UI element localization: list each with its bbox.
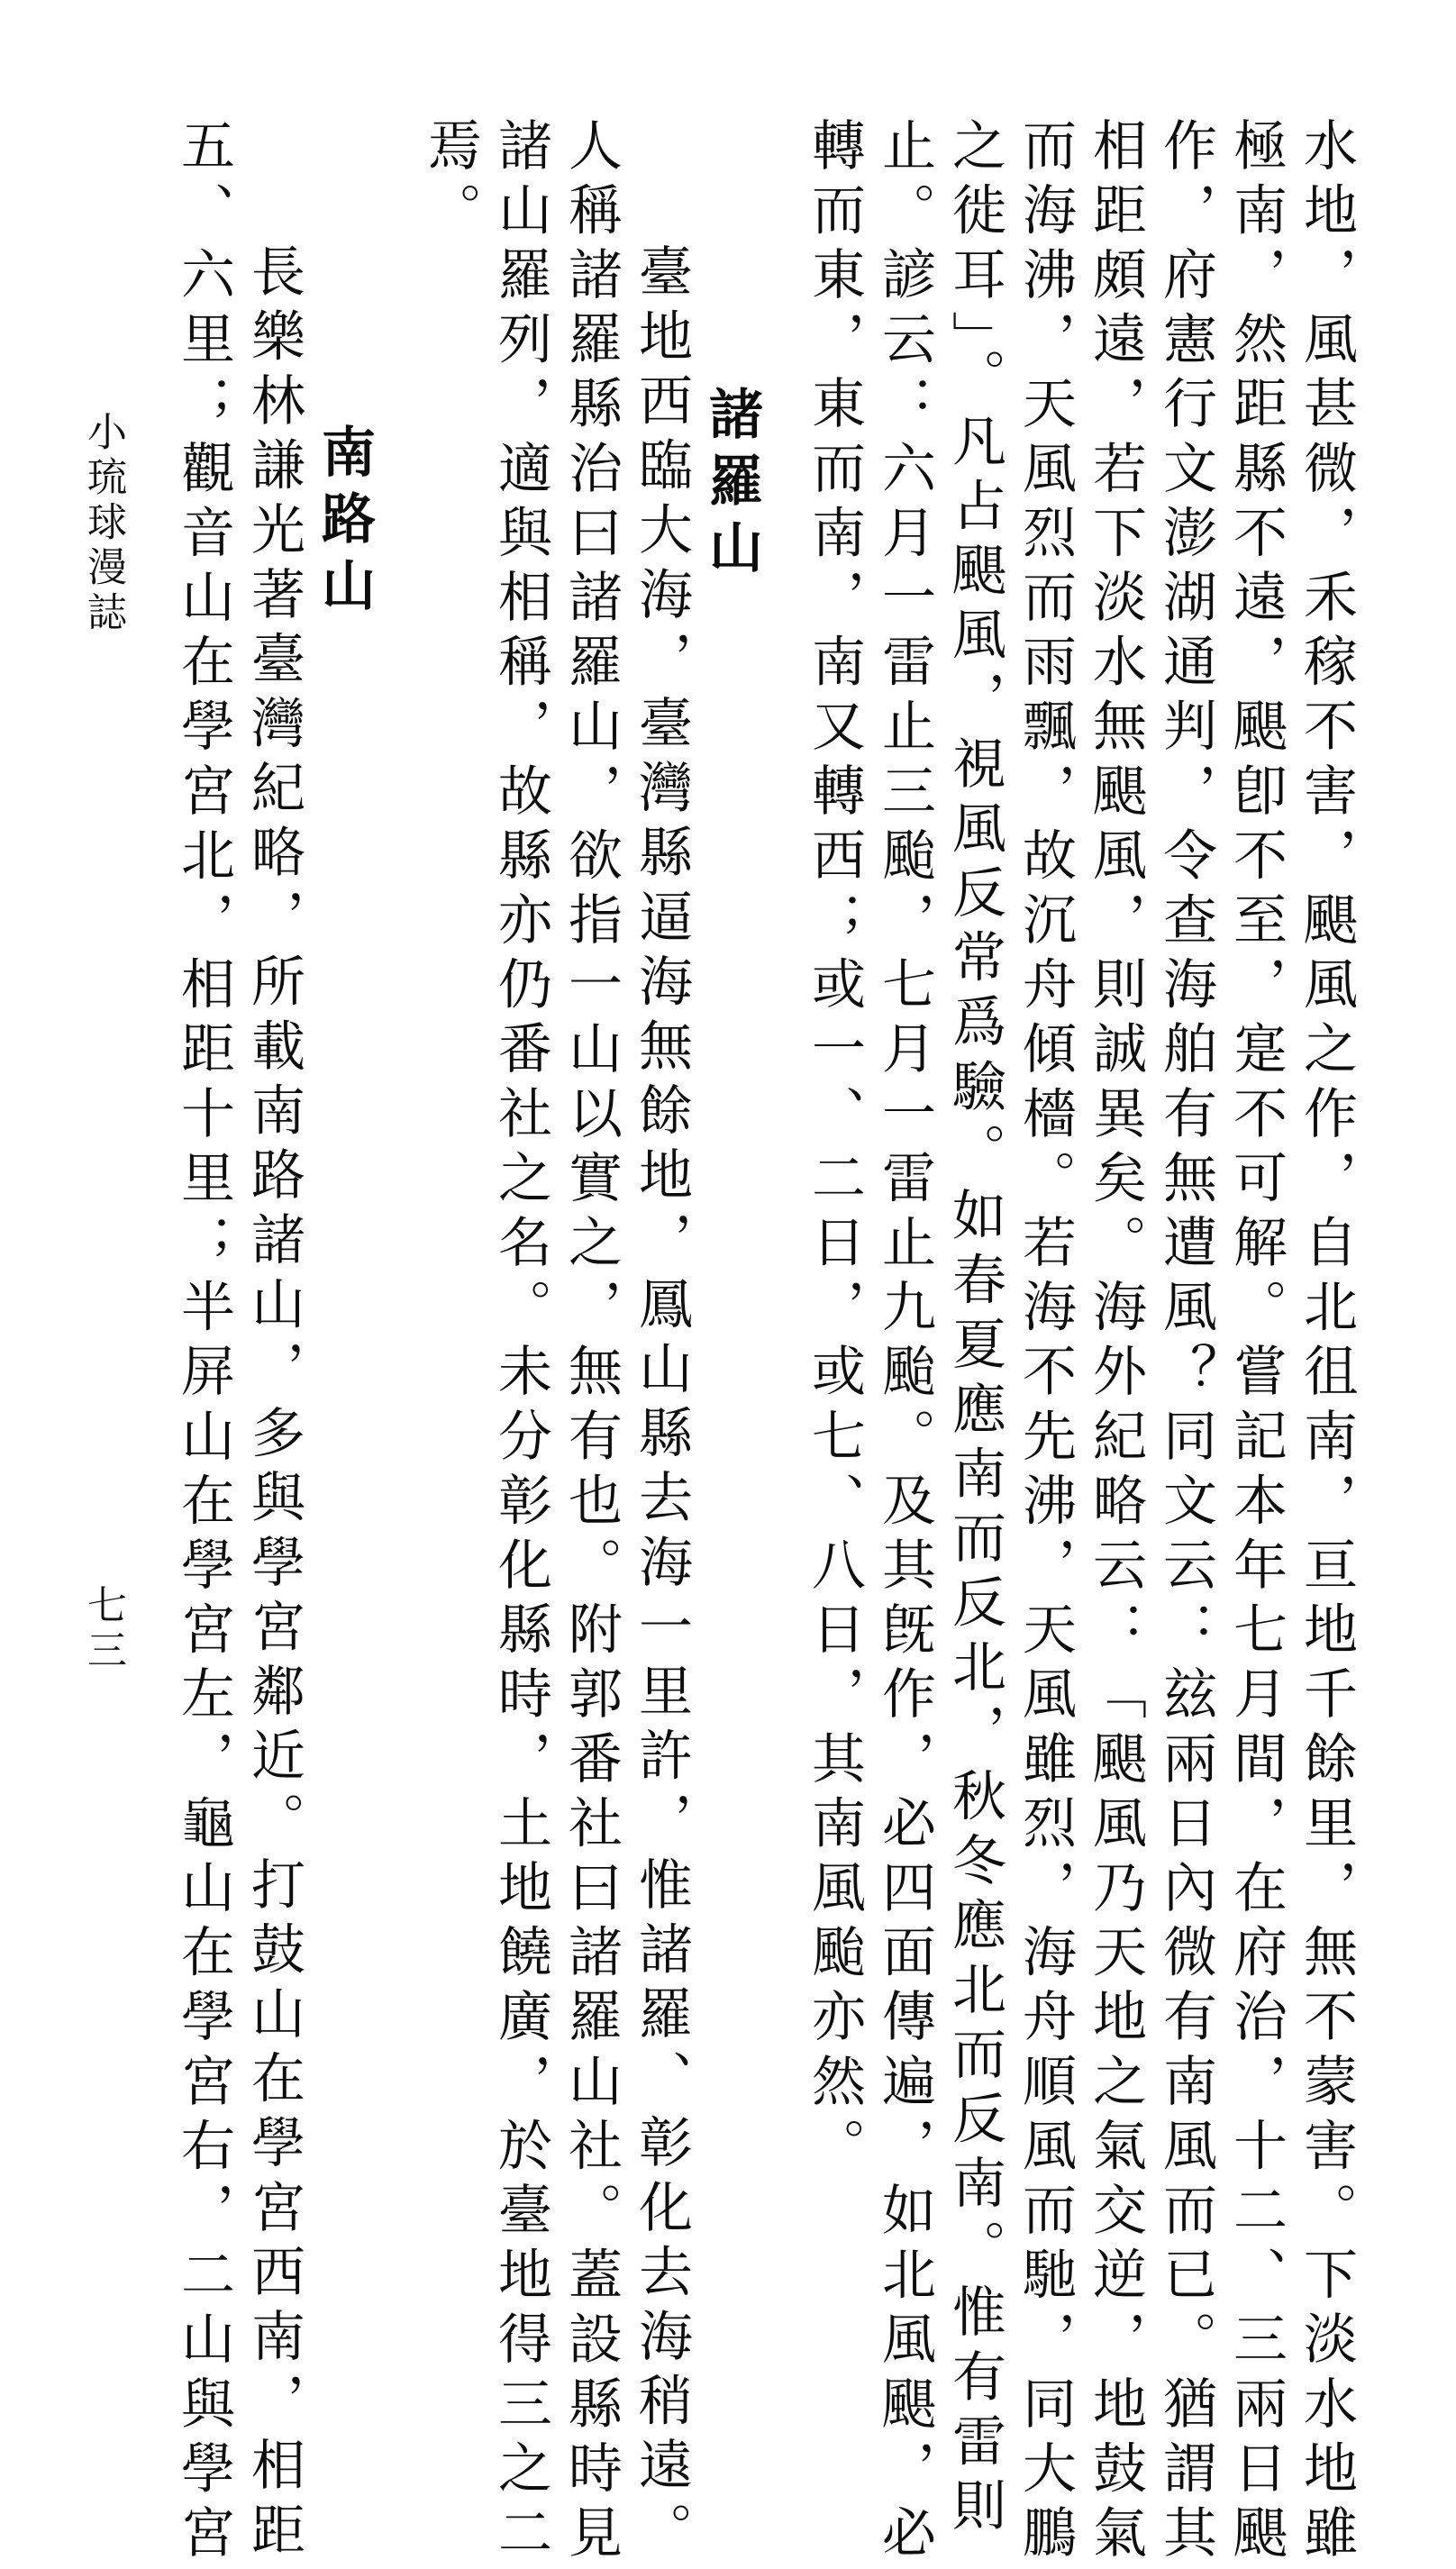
text-column: 相距頗遠，若下淡水無颶風，則誠異矣。海外紀略云：「颶風乃天地之氣交逆，地鼓氣: [1084, 117, 1147, 2569]
text-column: 焉。: [419, 117, 482, 247]
text-column: 人稱諸羅縣治曰諸羅山，欲指一山以實之，無有也。附郭番社曰諸羅山社。蓋設縣時見: [560, 117, 623, 2569]
text-column: 五、六里；觀音山在學宮北，相距十里；半屏山在學宮左，龜山在學宮右，二山與學宮: [172, 117, 235, 2569]
text-column: 長樂林謙光著臺灣紀略，所載南路諸山，多與學宮鄰近。打鼓山在學宮西南，相距: [242, 243, 305, 2566]
text-column: 止。諺云：六月一雷止三颱，七月一雷止九颱。及其旣作，必四面傳遍，如北風颶，必: [873, 117, 936, 2569]
text-column: 作，府憲行文澎湖通判，令查海舶有無遭風？同文云：玆兩日內微有南風而已。猶謂其: [1154, 117, 1217, 2569]
text-column: 之徙耳」。凡占颶風，視風反常爲驗。如春夏應南而反北，秋冬應北而反南。惟有雷則: [943, 117, 1006, 2542]
book-title: 小琉球漫誌: [80, 411, 126, 636]
text-column: 臺地西臨大海，臺灣縣逼海無餘地，鳳山縣去海一里許，惟諸羅、彰化去海稍遠。: [630, 243, 693, 2566]
text-column: 而海沸，天風烈而雨飄，故沉舟傾檣。若海不先沸，天風雖烈，海舟順風而馳，同大鵬: [1014, 117, 1077, 2569]
section-heading: 南路山: [313, 424, 376, 624]
text-column: 極南，然距縣不遠，颶卽不至，寔不可解。嘗記本年七月間，在府治，十二、三兩日颶: [1224, 117, 1288, 2569]
text-column: 諸山羅列，適與相稱，故縣亦仍番社之名。未分彰化縣時，土地饒廣，於臺地得三之二: [489, 117, 552, 2569]
text-column: 轉而東，東而南，南又轉西；或一、二日，或七、八日，其南風颱亦然。: [803, 117, 866, 2182]
page-number: 七三: [80, 1584, 126, 1674]
text-column: 水地，風甚微，禾稼不害，颶風之作，自北徂南，亘地千餘里，無不蒙害。下淡水地雖: [1295, 117, 1358, 2569]
section-heading: 諸羅山: [700, 386, 763, 586]
